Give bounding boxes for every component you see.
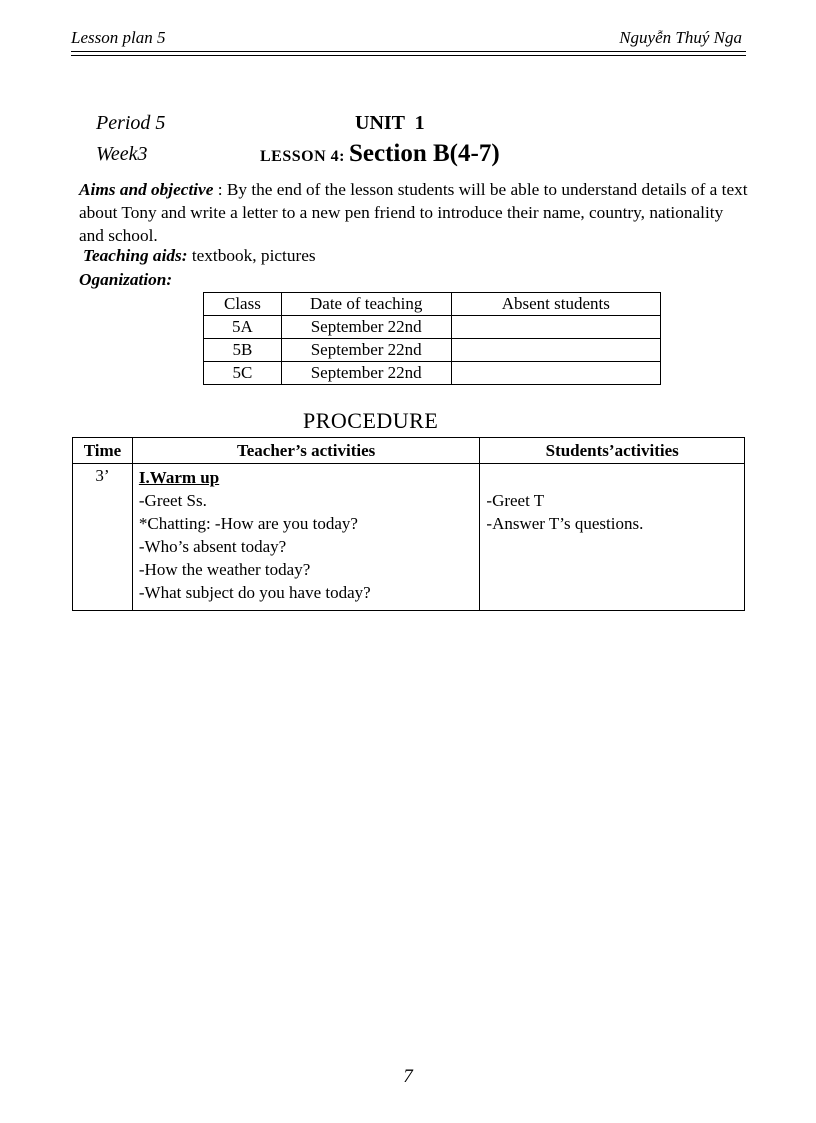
teaching-aids: [83, 246, 316, 266]
date-cell: September 22nd: [281, 339, 451, 362]
teacher-activities-cell: [132, 464, 480, 611]
organization-label: [79, 270, 172, 290]
procedure-header-row: [73, 438, 745, 464]
table-row: [204, 362, 661, 385]
absent-cell: [451, 316, 660, 339]
student-activity: -Answer T’s questions.: [486, 514, 644, 533]
teacher-activity: -Who’s absent today?: [138, 537, 287, 556]
header-lesson-plan: Lesson plan 5: [71, 28, 166, 47]
header-absent: Absent students: [451, 293, 660, 316]
header-rule-thin: [71, 55, 746, 56]
organization-label-text: Oganization:: [79, 270, 173, 289]
lesson-title: [260, 140, 500, 168]
teacher-activity: -Greet Ss.: [138, 491, 207, 510]
header-teacher-activities: Teacher’s activities: [132, 438, 480, 464]
header-author: Nguyễn Thuý Nga: [619, 28, 742, 47]
table-row: [204, 316, 661, 339]
week-label: Week3: [96, 143, 148, 165]
unit-title: UNIT 1: [355, 112, 425, 134]
lesson-section: Section B(4-7): [348, 140, 500, 167]
procedure-table: [72, 437, 745, 611]
date-cell: September 22nd: [281, 362, 451, 385]
aims-text: : By the end of the lesson students will be able to understand details of a text about Tony and write a letter to a new pen friend to introduce their name, country, nationality and school.: [79, 180, 748, 245]
time-cell: 3’: [73, 464, 133, 611]
class-cell: 5B: [204, 339, 282, 362]
header-rule: [71, 51, 746, 52]
class-cell: 5C: [204, 362, 282, 385]
aims-label: Aims and objective: [79, 180, 214, 199]
header-students-activities: Students’activities: [480, 438, 745, 464]
teaching-aids-label: Teaching aids:: [83, 246, 188, 265]
table-row: [204, 339, 661, 362]
student-activity: -Greet T: [486, 491, 545, 510]
absent-cell: [451, 362, 660, 385]
header-class: Class: [204, 293, 282, 316]
organization-table: [203, 292, 661, 385]
students-activities-cell: [480, 464, 745, 611]
teacher-activity: -What subject do you have today?: [138, 583, 371, 602]
teacher-activity: *Chatting: -How are you today?: [138, 514, 358, 533]
table-header-row: [204, 293, 661, 316]
lesson-number: LESSON 4:: [260, 148, 345, 165]
page-number: 7: [403, 1066, 413, 1087]
procedure-row: [73, 464, 745, 611]
teacher-activity: -How the weather today?: [138, 560, 311, 579]
aims-paragraph: [79, 178, 749, 247]
class-cell: 5A: [204, 316, 282, 339]
header-date: Date of teaching: [281, 293, 451, 316]
teaching-aids-text: textbook, pictures: [187, 246, 316, 265]
absent-cell: [451, 339, 660, 362]
period-label: Period 5: [96, 112, 166, 134]
header-time: Time: [73, 438, 133, 464]
date-cell: September 22nd: [281, 316, 451, 339]
warm-up-heading: I.Warm up: [138, 468, 220, 487]
procedure-title: PROCEDURE: [303, 408, 439, 433]
